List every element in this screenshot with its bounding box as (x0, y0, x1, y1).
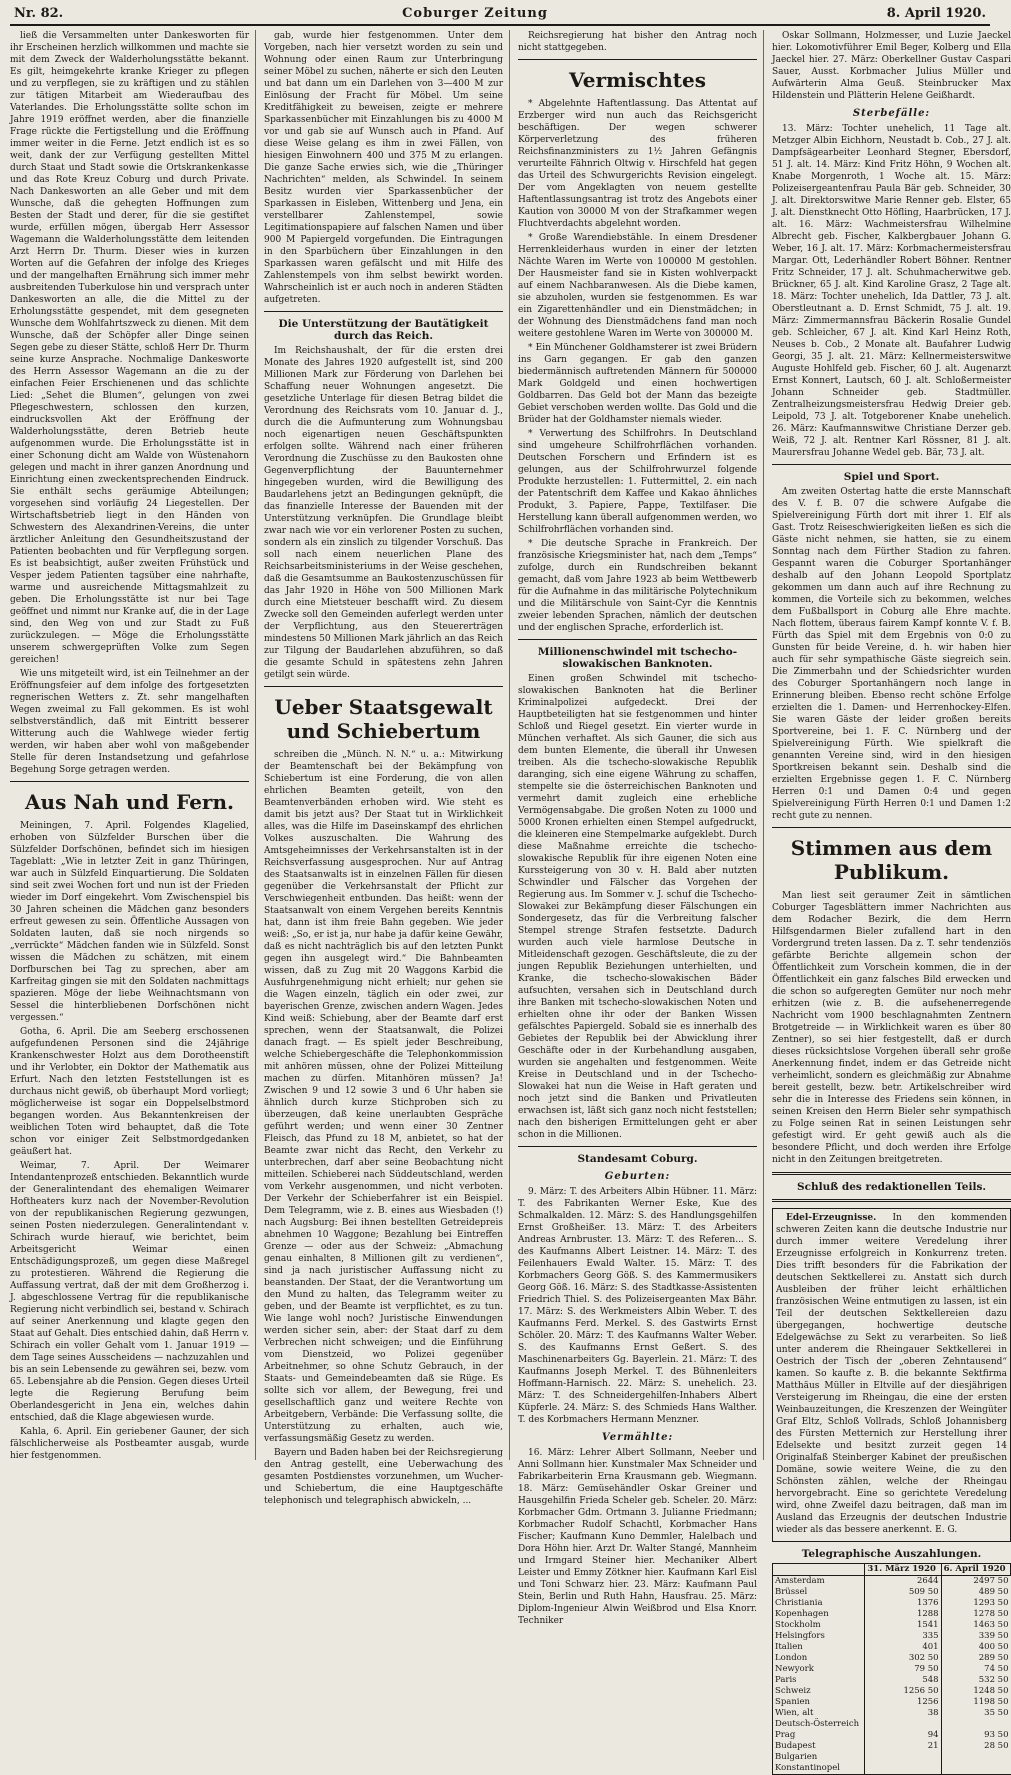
rate-value-2: 1293 50 (941, 1598, 1010, 1609)
exchange-rate-body (773, 1576, 1011, 1775)
rate-city: Amsterdam (773, 1576, 865, 1588)
divider (264, 686, 503, 687)
table-row (773, 1642, 1011, 1653)
marriages-list: 16. März: Lehrer Albert Sollmann, Neeber und Anni Sollmann hier. Kunstmaler Max Schneider und Fabrikarbeiterin Erna Krausmann geb. Wiegmann. 18. März: Gemüsehändler Oskar Greiner und Hausgehilfin Frieda Scheler geb. Scheler. 20. März: Korbmacher Gdm. Ortmann 3. Julianne Friedmann; Korbmacher Rudolf Schachtl, Korbmacher Hans Fischer; Kaufmann Kuno Demmler, Halelbach und Dora Höhn hier. Arzt Dr. Walter Stangé, Mannheim und Irmgard Steiner hier. Mechaniker Albert Leister und Emmy Zötkner hier. Kaufmann Karl Eisl und Toni Schwarz hier. 23. März: Kaufmann Paul Stein, Berlin und Ruth Hahn, Hausfrau. 25. März: Diplom-Ingenieur Alwin Weißbrod und Elsa Knorr. Techniker (518, 1448, 757, 1626)
column-4 (772, 30, 1011, 1773)
rate-value-2: 93 50 (941, 1730, 1010, 1741)
article-paragraph: gab, wurde hier festgenommen. Unter dem Vorgeben, nach hier versetzt worden zu sein und Wohnung oder einen Raum zur Unterbringung seiner Möbel zu suchen, näherte er sich den Leuten und bat dann um ein Darlehen von 3—400 M zur Einlösung der Fracht für Möbel. Um seine Kreditfähigkeit zu beweisen, zeigte er mehrere Sparkassenbücher mit Einzahlungen bis zu 4000 M vor und gab sie auf Wunsch auch in Pfand. Auf diese Weise gelang es ihm in zwei Fällen, von hiesigen Einwohnern 400 und 375 M zu erlangen. Die ganze Sache erwies sich, wie die „Thüringer Nachrichten“ melden, als Schwindel. In seinem Besitz wurden vier Sparkassenbücher der Sparkassen in Eisleben, Wittenberg und Jena, ein verstellbarer Zahlenstempel, sowie Legitimationspapiere auf falschen Namen und über 900 M Papiergeld vorgefunden. Die Eintragungen in den Sparbüchern über Einzahlungen in den Sparkassen waren gefälscht und mit Hilfe des Zahlenstempels von ihm selbst bewirkt worden. Wahrscheinlich ist er auch noch in anderen Städten aufgetreten. (264, 31, 503, 305)
divider (518, 1146, 757, 1147)
rate-city: Schweiz (773, 1686, 865, 1697)
article-heading-staatsgewalt: Ueber Staatsgewalt und Schiebertum (274, 695, 493, 743)
rate-value-2: 1248 50 (941, 1686, 1010, 1697)
table-row (773, 1763, 1011, 1775)
news-item: Kahla, 6. April. Ein geriebener Gauner, der sich fälschlicherweise als Postbeamter ausgab, wurde hier festgenommen. (10, 1427, 249, 1461)
rate-value-1: 1256 (865, 1697, 941, 1708)
misc-item: * Ein Münchener Goldhamsterer ist zwei Brüdern ins Garn gegangen. Er gab den ganzen biedermännisch auftretenden Männern für 500000 Mark Goldgeld und einen hochwertigen Goldbarren. Das Geld bot der Mann das bezeigte Gebiet verschoben werden wollte. Das Gold und die Brüder hat der Goldhamster niemals wieder. (518, 343, 757, 425)
rate-value-1: 1376 (865, 1598, 941, 1609)
issue-date: 8. April 1920. (886, 6, 986, 21)
news-item: Gotha, 6. April. Die am Seeberg erschossenen aufgefundenen Personen sind die 24jährige Krankenschwester Holzt aus dem Dorotheenstift und ihr Verlobter, ein Doktor der Mathematik aus Erfurt. Nach den letzten Feststellungen ist es durchaus nicht gewiß, ob überhaupt Mord vorliegt; möglicherweise ist sogar ein Doppelselbstmord begangen worden. Aus Bekanntenkreisen der weiblichen Toten wird behauptet, daß die Tote schon vor einiger Zeit Selbstmordgedanken geäußert hat. (10, 1027, 249, 1157)
table-row (773, 1719, 1011, 1730)
misc-item: * Verwertung des Schilfrohrs. In Deutschland sind umgeheure Schilfrohrflächen vorhanden. Deutschen Forschern und Erfindern ist es gelungen, aus der Schilfrohrwurzel folgende Produkte herzustellen: 1. Futtermittel, 2. ein nach der Patentschrift dem Kaffee und Kakao ähnliches Produkt, 3. Papiere, Pappe, Textilfaser. Die Herstellung kann überall aufgenommen werden, wo Schilfrohrflächen vorhanden sind. (518, 429, 757, 535)
rate-value-2: 74 50 (941, 1664, 1010, 1675)
table-row (773, 1631, 1011, 1642)
column-2 (264, 30, 510, 1506)
rate-value-2: 2497 50 (941, 1576, 1010, 1588)
section-heading-telegraphische-auszahlungen: Telegraphische Auszahlungen. (801, 1548, 982, 1560)
article-paragraph: ließ die Versammelten unter Dankesworten für ihr Erscheinen herzlich willkommen und machte sie mit dem Zweck der Walderholungsstätte bekannt. Es gilt, heimgekehrte kranke Krieger zu pflegen und zu verpflegen, sie zu kräftigen und zu stählen zur tätigen Mitarbeit am Wiederaufbau des Vaterlandes. Die Erholungsstätte sollte schon im Jahre 1919 eröffnet werden, aber die finanzielle Frage rückte die Fertigstellung und die Eröffnung immer weiter in die Ferne. Jetzt endlich ist es so weit, dank der zur Verfügung gestellten Mittel durch Staat und Stadt sowie die Ortskrankenkasse und das Rote Kreuz Coburg und durch Private. Nach Dankesworten an alle Geber und mit dem Wunsche, daß die gehegten Hoffnungen zum Besten der Stadt und derer, für die sie gestiftet wurde, erfüllen mögen, übergab Herr Assessor Wagemann die Walderholungsstätte dem leitenden Arzt Herrn Dr. Thurm. Dieser wies in kurzen Worten auf die Gefahren der infolge des Krieges und der mangelhaften Ernährung sich immer mehr ausbreitenden Tuberkulose hin und versprach unter Dankesworten an alle, die die Mittel zu der Erholungsstätte gespendet, mit dem gesegneten Wunsche dem Wohlfahrtszweck zu dienen. Mit dem Wunsche, daß der Schöpfer aller Dinge seinen Segen gebe zu dieser Stätte, schloß Herr Dr. Thurm seine kurze Ansprache. Nochmalige Dankesworte des Herrn Assessor Wagemann an die zu der einfachen Feier Erschienenen und das schlichte Lied: „Sehet die Blumen“, gelungen von zwei Pflegeschwestern, schlossen den kurzen, eindrucksvollen Akt der Eröffnung der Walderholungsstätte, deren Betrieb heute aufgenommen wurde. Die Erholungsstätte ist in einer Schonung dicht am Walde von Wüstenahorn gelegen und macht in ihrer ganzen Anordnung und Einrichtung einen zweckentsprechenden Eindruck. Sie enthält sechs geräumige Abteilungen; vorgesehen sind vorläufig 24 Liegestellen. Der Wirtschaftsbetrieb liegt in den Händen von Schwestern des Alexandrinen-Vereins, die unter ärztlicher Anleitung den Gesundheitszustand der Patienten beobachten und für Verpflegung sorgen. Es ist beabsichtigt, außer zweiten Frühstück und Vesper jedem Patienten tagsüber eine nahrhafte, warme und ausreichende Mittagsmahlzeit zu geben. Die Erholungsstätte ist nur bei Tage geöffnet und nimmt nur Kranke auf, die in der Lage sind, den Weg von und zur Stadt zu Fuß zurückzulegen. — Möge die Erholungsstätte unserem schwergeprüften Volke zum Segen gereichen! (10, 31, 249, 665)
issue-number: Nr. 82. (14, 6, 64, 21)
rate-city: Spanien (773, 1697, 865, 1708)
rate-city: Budapest (773, 1741, 865, 1752)
article-paragraph: schreiben die „Münch. N. N.“ u. a.: Mitwirkung der Beamtenschaft bei der Bekämpfung von Schiebertum ist eine Forderung, die von allen ehrlichen Beamten geteilt, von den Beamtenverbänden erhoben wird. Wie steht es damit bis jetzt aus? Der Staat tut in Wirklichkeit alles, was die Hilfe im Daseinskampf des ehrlichen Volkes auszuschalten. Die Wahrung des Amtsgeheimnisses der Verkehrsanstalten ist in der Reichsverfassung ausgesprochen. Nur auf Antrag des Staatsanwalts ist in einzelnen Fällen für diesen gegenüber die Verkehrsanstalt der Pflicht zur Verschwiegenheit entbunden. Das heißt: wenn der Staatsanwalt von einem Vergehen bereits Kenntnis hat, dann ist ihm freie Bahn gegeben. Wie jeder weiß: „So, er ist ja, nur habe ja dafür keine Gewähr, daß es nicht nachträglich bis auf den letzten Punkt gegen ihn ausgelegt wird.“ Die Bahnbeamten wissen, daß zu Zug mit 20 Waggons Karbid die Ausfuhrgenehmigung nicht erhielt; nur gehen sie die Wagen einzeln, täglich ein oder zwei, zur bayerischen Grenze, zwischen andern Wagen. Jedes Kind weiß: Schiebung, aber der Beamte darf erst sprechen, wenn der Staatsanwalt, die Polizei danach fragt. — Es spielt jeder Beschreibung, welche Schiebergeschäfte die Telephonkommission mit anhören müssen, ohne der Polizei Mitteilung machen zu dürfen. Mitanhören müssen? Ja! Zwischen 9 und 12 sowie 3 und 6 Uhr haben sie ähnlich durch kurze Stichproben sich zu überzeugen, daß keine unerlaubten Gespräche geführt werden; und wenn einer 30 Zentner Fleisch, das Pfund zu 18 M, anbietet, so hat der Beamte zwar nicht das Recht, den Verkehr zu unterbrechen, darf aber seine Beobachtung nicht mitteilen. Schieberei nach Süddeutschland, werden vom Verkehr ausgenommen, und nicht verboten. Der Verkehr der Schieberfahrer ist ein Beispiel. Dem Telegramm, wie z. B. eines aus Wiesbaden (!) nach Augsburg: Bei ihnen bestellten Getreidepreis abnehmen 10 Waggone; Bezahlung bei Eintreffen Grenze — oder aus der Schweiz: „Abmachung genau einhalten, 8 Millionen gilt zu verdienen“, sind ja nach juristischer Auffassung nicht zu beanstanden. Der Staat, der die Verantwortung um den Mund zu halten, das Telegramm weiter zu geben, und der Beamte ist verpflichtet, es zu tun. Wie lange wohl noch? Juristische Einwendungen werden sicher sein, aber: der Staat darf zu dem Verbrechen nicht schweigen; und die Einführung vom Dienstzeid, wo Polizei gegenüber Arbeitnehmer, so ohne Schutz Gebrauch, in der Staats- und Gemeindebeamten daß sie Rüge. Es sollte sich vor allem, der Bewegung, frei und gesellschaftlich ganz und weitere Rechte von Arbeitgebern, Verbände: Die Verfassung sollte, die Unterstützung zu erhalten, auch wie, verfassungsmäßig Gesetz zu werden. (264, 750, 503, 1444)
rate-value-1: 1256 50 (865, 1686, 941, 1697)
section-heading-standesamt: Standesamt Coburg. (577, 1153, 698, 1165)
newspaper-title: Coburger Zeitung (402, 6, 548, 21)
births-list: 9. März: T. des Arbeiters Albin Hübner. 11. März: T. des Fabrikanten Werner Eske, Kue des Schmalkalden. 12. März: S. des Handlungsgehilfen Ernst Großheißer. 13. März: T. des Arbeiters Andreas Arnbruster. 13. März: T. des Referen... S. des Kaufmanns Albert Leistner. 14. März: T. des Feilenhauers Ewald Walter. 15. März: T. des Korbmachers Georg Göß. S. des Kammermusikers Georg Göß. 16. März: S. des Stadtkasse-Assistenten Friedrich Thiel. S. des Polizeisergeanten Max Bähr. 17. März: S. des Werkmeisters Albin Weber. T. des Kaufmanns Ferd. Merkel. S. des Gastwirts Ernst Schöler. 20. März: T. des Kaufmanns Walter Weber. S. des Kaufmanns Ernst Geßert. S. des Maschinenarbeiters Gg. Bayerlein. 21. März: T. des Kaufmanns Joseph Merkel. T. des Bühnenleiters Hoffmann-Harnisch. 22. März: S. unehelich. 23. März: T. des Schneidergehilfen-Inhabers Albert Küpferle. 24. März: S. des Schmieds Hans Walther. T. des Korbmachers Hermann Menzner. (518, 1187, 757, 1425)
end-of-editorial-label: Schluß des redaktionellen Teils. (796, 1181, 987, 1193)
section-heading-vermischtes: Vermischtes (569, 68, 706, 92)
marriages-continued: Oskar Sollmann, Holzmesser, und Luzie Jaeckel hier. Lokomotivführer Emil Beger, Kolberg und Ella Jaeckel hier. 27. März: Oberkellner Gustav Caspari Sauer, Ausst. Korbmacher Julius Müller und Aufwärterin Alma Geuß. Steinbrucker Max Hildenstein und Plätterin Helene Geißhardt. (772, 31, 1011, 101)
divider (772, 1199, 1011, 1202)
table-row (773, 1598, 1011, 1609)
rate-city: Wien, alt (773, 1708, 865, 1719)
article-heading-millionenschwindel: Millionenschwindel mit tschecho-slowakischen Banknoten. (537, 646, 738, 670)
rate-value-2: 1463 50 (941, 1620, 1010, 1631)
rate-city: Italien (773, 1642, 865, 1653)
rate-value-2: 489 50 (941, 1587, 1010, 1598)
divider (772, 464, 1011, 465)
news-item: Weimar, 7. April. Der Weimarer Intendantenprozeß entschieden. Bekanntlich wurde der Generalintendant des ehemaligen Weimarer Hoftheaters kurz nach der November-Revolution von der republikanischen Regierung gezwungen, seinen Posten niederzulegen. Generalintendant v. Schirach wurde hierauf, wie berichtet, beim Arbeitsgericht Weimar einen Entschädigungsprozeß, um gegen diese Maßregel zu protestieren. Während die Regierung die Auffassung vertrat, daß der mit dem Großherzog i. J. abgeschlossene Vertrag für die republikanische Regierung nicht verbindlich sei, bestand v. Schirach auf seiner Anerkennung und klagte gegen den Staat auf Gehalt. Dies entschied dahin, daß Herrn v. Schirach ein voller Gehalt vom 1. Januar 1919 — dem Tage seines Ausscheidens — nachzuzahlen und bis an sein Lebensende zu gewähren sei, bezw. vom 65. Lebensjahre ab die Pension. Gegen dieses Urteil legte die Regierung Berufung beim Oberlandesgericht in Jena ein, welches dahin entschied, daß die Klage abgewiesen wurde. (10, 1161, 249, 1423)
rate-value-1: 401 (865, 1642, 941, 1653)
rate-city: Brüssel (773, 1587, 865, 1598)
table-row (773, 1609, 1011, 1620)
births-label: Geburten: (604, 1171, 671, 1182)
divider (518, 639, 757, 640)
rate-value-2: 28 50 (941, 1741, 1010, 1752)
rate-value-2: 532 50 (941, 1675, 1010, 1686)
table-row (773, 1741, 1011, 1752)
rate-value-2 (941, 1752, 1010, 1763)
rate-value-1: 21 (865, 1741, 941, 1752)
rate-city: Paris (773, 1675, 865, 1686)
rate-value-1: 1541 (865, 1620, 941, 1631)
header-date-1: 31. März 1920 (865, 1564, 941, 1576)
rate-value-1: 302 50 (865, 1653, 941, 1664)
table-row (773, 1587, 1011, 1598)
table-row (773, 1730, 1011, 1741)
rate-value-1 (865, 1763, 941, 1775)
rate-city: London (773, 1653, 865, 1664)
rate-value-1: 94 (865, 1730, 941, 1741)
column-1 (10, 30, 256, 1460)
rate-city: Konstantinopel (773, 1763, 865, 1775)
divider (518, 59, 757, 60)
rate-value-1: 38 (865, 1708, 941, 1719)
table-row (773, 1653, 1011, 1664)
table-row (773, 1664, 1011, 1675)
rate-value-2: 1198 50 (941, 1697, 1010, 1708)
rate-value-1 (865, 1752, 941, 1763)
exchange-rate-table (772, 1563, 1011, 1775)
rate-value-2: 1278 50 (941, 1609, 1010, 1620)
rate-value-2 (941, 1763, 1010, 1775)
rate-value-1: 548 (865, 1675, 941, 1686)
columns (10, 30, 1011, 1773)
sport-report: Am zweiten Ostertag hatte die erste Mannschaft des V. f. B. 07 die schwere Aufgabe die Spielvereinigung Fürth dort mit ihrer 1. Elf als Gast. Trotz Reiseschwierigkeiten ließen es sich die Gäste nicht nehmen, sie hatten, sie zu einem Sonntag nach dem Fürther Stadion zu fahren. Gespannt waren die Coburger Sportanhänger deshalb auf den Johann Leopold Sportplatz gekommen um dann auch auf ihre Rechnung zu kommen, die Vorteile sich zu bekommen, welches dem Fußballsport in Coburg alle Ehre machte. Nach flottem, überaus fairem Kampf konnte V. f. B. Fürth das Spiel mit dem Ergebnis von 0:0 zu Gunsten für beide Vereine, d. h. wir haben hier auch für sehr sympathische Gäste siegreich sein. Die Zimmerbahn und der Schiedsrichter wurden des Coburger Sportanhängern noch lange in Erinnerung bleiben. Ebenso recht schöne Erfolge erzielten die 1. Damen- und Herrenhockey-Elfen. Sie waren Gäste der leider großen bereits Sportvereine, bei 1. F. C. Nürnberg und der Spielvereinigung Fürth. Wie spielkraft die genannten Vereine sind, wird in den hiesigen Sportkreisen bekannt sein. Deshalb sind die erzielten Ergebnisse gegen 1. F. C. Nürnberg Herren 0:1 und Damen 0:4 und gegen Spielvereinigung Fürth Herren 0:1 und Damen 1:2 recht gute zu nennen. (772, 487, 1011, 821)
rate-city: Stockholm (773, 1620, 865, 1631)
rate-value-2: 35 50 (941, 1708, 1010, 1719)
divider (10, 781, 249, 782)
divider (772, 827, 1011, 828)
rate-value-2: 289 50 (941, 1653, 1010, 1664)
header-date-2: 6. April 1920 (941, 1564, 1010, 1576)
marriages-label: Vermählte: (601, 1432, 674, 1443)
article-paragraph: Wie uns mitgeteilt wird, ist ein Teilnehmer an der Eröffnungsfeier auf dem infolge des fortgesetzten regnerischen Wetters z. Zt. sehr mangelhaften Wegen zweimal zu Fall gekommen. Es ist wohl selbstverständlich, daß mit Eintritt besserer Witterung auch die Wahlwege wieder fertig werden, wir haben aber wohl von maßgebender Stelle für deren Instandsetzung und gefahrlose Begehung Sorge getragen werden. (10, 669, 249, 775)
table-row (773, 1697, 1011, 1708)
article-paragraph: Im Reichshaushalt, der für die ersten drei Monate des Jahres 1920 aufgestellt ist, sind 200 Millionen Mark zur Förderung von Darlehen bei Schaffung neuer Wohnungen angesetzt. Die gesetzliche Unterlage für diesen Betrag bildet die Verordnung des Reichsrats vom 10. Januar d. J., durch die die Aufmunterung zum Wohnungsbau noch eigenartigen neuen Geschäftspunkten erfolgen sollte. Während nach einer früheren Verordnung die Zuschüsse zu den Baukosten ohne Gegenverpflichtung der Bauunternehmer hingegeben wurden, wird die Bewilligung des Baudarlehens jetzt an Bedingungen geknüpft, die das finanzielle Interesse der Bauenden mit der Unterstützung verknüpfen. Die Grundlage bleibt zwar nach wie vor ein verlorener Posten zu suchen, sondern als ein zinslich zu tilgender Vorschuß. Das soll nach einem neuerlichen Plane des Reichsarbeitsministeriums in der Weise geschehen, daß die Gesamtsumme an Baukostenzuschüssen für das Jahr 1920 in Höhe von 500 Millionen Mark durch eine Mietsteuer beschafft wird. Zu diesem Zwecke soll den Gemeinden auferlegt werden unter der Verpflichtung, aus den Steuererträgen mindestens 50 Millionen Mark jährlich an das Reich zur Tilgung der Baudarlehen abzuführen, so daß die gesamte Schuld in spätestens zehn Jahren getilgt sein würde. (264, 346, 503, 680)
rate-city: Christiania (773, 1598, 865, 1609)
ad-text (776, 1212, 1007, 1536)
misc-item: * Abgelehnte Haftentlassung. Das Attentat auf Erzberger wird nun auch das Reichsgericht beschäftigen. Der wegen schwerer Körperverletzung des früheren Reichsfinanzministers zu 1½ Jahren Gefängnis verurteilte Fähnrich Oltwig v. Hirschfeld hat gegen das Urteil des Schwurgerichts Revision eingelegt. Der vom Angeklagten von neuem gestellte Haftentlassungsantrag ist trotz des Angebots einer Kaution von 30000 M von der Strafkammer wegen Fluchtverdachts abgelehnt worden. (518, 99, 757, 229)
table-row (773, 1686, 1011, 1697)
divider (264, 311, 503, 312)
ad-signature: E. G. (935, 1525, 958, 1535)
misc-item: * Große Warendiebstähle. In einem Dresdener Herrenkleiderhaus wurden in einer der letzten Nächte Waren im Werte von 100000 M gestohlen. Der Hausmeister fand sie in Kisten wohlverpackt auf einem Nachbaranwesen. Als die Diebe kamen, sie abzuholen, wurden sie festgenommen. Es war ein Zigarettenhändler und ein Dienstmädchen; in der Wohnung des Dienstmädchens fand man noch weitere gestohlene Waren im Werte von 300000 M. (518, 233, 757, 339)
rate-city: Bulgarien (773, 1752, 865, 1763)
rate-value-1 (865, 1719, 941, 1730)
rate-value-1: 509 50 (865, 1587, 941, 1598)
rate-city: Helsingfors (773, 1631, 865, 1642)
advertisement-box (772, 1208, 1011, 1542)
rate-city: Kopenhagen (773, 1609, 865, 1620)
section-heading-aus-nah-und-fern: Aus Nah und Fern. (25, 790, 234, 814)
ad-title: Edel-Erzeugnisse. (786, 1213, 877, 1223)
rate-value-1: 2644 (865, 1576, 941, 1588)
article-heading-bautaetigkeit: Die Unterstützung der Bautätigkeit durch das Reich. (278, 318, 489, 342)
rate-value-2: 339 50 (941, 1631, 1010, 1642)
rate-value-1: 335 (865, 1631, 941, 1642)
ad-body: In den kommenden schweren Zeiten kann die deutsche Industrie nur durch immer weitere Veredelung ihrer Erzeugnisse erfolgreich in Konkurrenz treten. Dies trifft besonders für die Fabrikation der deutschen Sektkellerei zu. Anstatt sich durch Ausbleiben der früher leicht erhältlichen französischen Weine entmutigen zu lassen, ist ein Teil der deutschen Sektkellereien dazu übergegangen, hochwertige deutsche Edelgewächse zu Sekt zu verarbeiten. So ließ unter anderem die Rheingauer Sektkellerei in Oestrich der Tisch der „oberen Zehntausend“ kamen. So kaufte z. B. die bekannte Sektfirma Matthäus Müller in Eltville auf der diesjährigen Versteigerung im Rheingau, die eine der ersten Weinbauzeitungen, die Kreszenzen der Weingüter Graf Eltz, Schloß Vollrads, Schloß Johannisberg des Fürsten Metternich zur Herstellung ihrer Edelsekte und besitzt zurzeit gegen 14 Originalfaß Steinberger Kabinet der preußischen Domäne, sowie weitere Weine, die zu den Schönsten zählen, welche der Rheingau hervorgebracht. Eine so gerichtete Veredelung wird, ohne Zweifel dazu beitragen, daß man im Ausland das Erzeugnis der deutschen Industrie wieder als das bessere anerkennt. (776, 1213, 1007, 1535)
deaths-label: Sterbefälle: (852, 108, 931, 119)
rate-value-1: 79 50 (865, 1664, 941, 1675)
section-heading-stimmen: Stimmen aus dem Publikum. (790, 836, 993, 884)
misc-item: * Die deutsche Sprache in Frankreich. Der französische Kriegsminister hat, nach dem „Temps“ zufolge, durch ein Rundschreiben bekannt gemacht, daß vom Jahre 1923 ab beim Wettbewerb für die Aufnahme in das militärische Polytechnikum und die Militärschule von Saint-Cyr die Kenntnis zweier lebenden Sprachen, nämlich der deutschen und der englischen Sprache, erforderlich ist. (518, 539, 757, 633)
rate-value-2: 400 50 (941, 1642, 1010, 1653)
masthead (10, 6, 990, 26)
article-paragraph: Einen großen Schwindel mit tschecho-slowakischen Banknoten hat die Berliner Kriminalpolizei aufgedeckt. Drei der Hauptbeteiligten hat sie festgenommen und hinter Schloß und Riegel gesetzt. Ein vierter wurde in München verhaftet. Als sich Gauner, die sich aus dem bunten Elemente, die überall ihr Unwesen treiben. Als die tschecho-slowakische Republik daranging, sich eine eigene Währung zu schaffen, stempelte sie die österreichischen Banknoten und vermehrt damit zugleich eine erhebliche Vermögensabgabe. Die großen Noten zu 1000 und 5000 Kronen erhielten einen Stempel aufgedruckt, die kleineren eine Stempelmarke aufgeklebt. Durch diese Maßnahme erreichte die tschecho-slowakische Republik für ihre eigenen Noten eine Kurssteigerung von 30 v. H. Bald aber nutzten Schwindler und Fälscher das Vorgehen der Regierung aus. Im Sommer v. J. schuf die Tschecho-Slowakei zur Bekämpfung dieser Fälschungen ein Sondergesetz, das für die Verbreitung falscher Stempel strenge Strafen festsetzte. Dadurch wurden auch viele harmlose Deutsche in Mitleidenschaft gezogen. Geschäftsleute, die zu der jungen Republik Beziehungen unterhielten, und Kranke, die tschecho-slowakischen Bäder aufsuchten, versahen sich in Deutschland durch ihre Banken mit tschecho-slowakischen Noten und erhielten ohne ihr oder der Banken Wissen gefälschtes Papiergeld. Sobald sie es innerhalb des Gebietes der Republik bei der Abwicklung ihrer Geschäfte oder in der Kurbehandlung ausgaben, wurden sie angehalten und festgenommen. Weite Kreise in Deutschland und in der Tschecho-Slowakei hat nun die Weise in Haft geraten und noch jetzt sind die Banken und Privatleuten erwachsen ist, läßt sich ganz noch nicht feststellen; nach den bisherigen Ermittelungen geht er aber schon in die Millionen. (518, 674, 757, 1140)
table-row (773, 1576, 1011, 1588)
rate-city: Deutsch-Österreich (773, 1719, 865, 1730)
section-heading-spiel-und-sport: Spiel und Sport. (843, 471, 940, 483)
letter-to-editor: Man liest seit geraumer Zeit in sämtlichen Coburger Tagesblättern immer Nachrichten aus dem Rodacher Bezirk, die dem Herrn Hilfsgendarmen Bieler zufallend hart in den Vordergrund treten lassen. Da z. T. sehr tendenziös gefärbte Berichte allgemein schon der Öffentlichkeit zum Vorschein kommen, die in der Öffentlichkeit ein ganz falsches Bild erwecken und die schon so aufgeregten Gemüter nur noch mehr erhitzen (wie z. B. die aufsehenerregende Nachricht vom 1900 beschlagnahmten Zentnern Brotgetreide — in Wirklichkeit waren es über 80 Zentner), so sei hier festgestellt, daß er durch dieses rücksichtslose Vorgehen überall sehr große Anerkennung findet, indem er das Getreide nicht verheimlicht, sondern es gleichmäßig zur Abnahme bereit gestellt, bezw. betr. Artikelschreiber wird sehr die in Interesse des Friedens sein können, in seinen Kreisen den Herrn Bieler sehr sympathisch zu Folge seinen Rat in seinen Leistungen sehr gefestigt wird. Er geht gewiß auch als die besondere Pflicht, und doch werden ihre Erfolge nicht in den Zeitungen breitgetreten. (772, 891, 1011, 1165)
column-3 (518, 30, 764, 1626)
news-item: Meiningen, 7. April. Folgendes Klagelied, erhoben von Sülzfelder Burschen über die Sülzfelder Dorfschönen, befindet sich im hiesigen Tageblatt: „Wie in letzter Zeit in ganz Thüringen, war auch in Sülzfeld Einquartierung. Die Soldaten sind seit zwei Wochen fort und nun ist der Frieden wieder im Dorf eingekehrt. Vom Zwischenspiel bis 30 Jahren scheinen die Mädchen ganz besonders erfreut gewesen zu sein. Öffentliche Aussagen von Soldaten lauten, daß sie noch nirgends so „verrückte“ Mädchen fanden wie in Sülzfeld. Sonst wissen die Mädchen zu schätzen, mit einem Dorfburschen bei Tag zu sprechen, aber am Karfreitag gingen sie mit den Soldaten nachmittags spazieren. Möge der liebe Weihnachtsmann von Sessel die hinterbliebenen Dorfschönen nicht vergessen.“ (10, 821, 249, 1023)
rate-city: Prag (773, 1730, 865, 1741)
table-row (773, 1675, 1011, 1686)
rate-city: Newyork (773, 1664, 865, 1675)
article-paragraph: Reichsregierung hat bisher den Antrag noch nicht stattgegeben. (518, 31, 757, 53)
header-city (773, 1564, 865, 1576)
table-header-row (773, 1564, 1011, 1576)
article-paragraph: Bayern und Baden haben bei der Reichsregierung den Antrag gestellt, eine Ueberwachung des gesamten Postdienstes vorzunehmen, um Wucher- und Schiebertum, die eine Hauptgeschäfte telephonisch und telegraphisch abwickeln, ... (264, 1448, 503, 1506)
rate-value-2 (941, 1719, 1010, 1730)
table-row (773, 1708, 1011, 1719)
table-row (773, 1752, 1011, 1763)
deaths-list: 13. März: Tochter unehelich, 11 Tage alt. Metzger Albin Eichhorn, Neustadt b. Cob., 27 J. alt. Dampfsägearbeiter Leonhard Stegner, Ebersdorf, 51 J. alt. 14. März: Kind Fritz Höhn, 9 Wochen alt. Knabe Morgenroth, 1 Woche alt. 15. März: Polizeisergeantenfrau Paula Bär geb. Schneider, 30 J. alt. Direktorswitwe Marie Renner geb. Elster, 65 J. alt. Dienstknecht Otto Höfling, Haarbrücken, 17 J. alt. 16. März: Wachmeistersfrau Wilhelmine Albrecht geb. Fischer, Kalkbergbauer Johann G. Weber, 16 J. alt. 17. März: Korbmachermeistersfrau Margar. Ott, Lederhändler Robert Böhner. Rentner Fritz Schneider, 17 J. alt. Schuhmacherwitwe geb. Brückner, 65 J. alt. Kind Karoline Grasz, 2 Tage alt. 18. März: Tochter unehelich, Ida Dattler, 73 J. alt. Oberstleutnant a. D. Ernst Schmidt, 75 J. alt. 19. März: Zimmermannsfrau Bäckerin Rosalie Gundel geb. Schleicher, 67 J. alt. Kind Karl Heinz Roth, Neuses b. Cob., 2 Monate alt. Baufahrer Ludwig Georgi, 35 J. alt. 21. März: Kellnermeisterswitwe Auguste Hohlfeld geb. Fischer, 60 J. alt. Augenarzt Ernst Konnert, Lautsch, 60 J. alt. Schloßermeister Johann Schneider geb. Stadtmüller. Zentralheizungsmeistersfrau Hedwig Dreier geb. Leipold, 73 J. alt. Totgeborener Knabe unehelich. 26. März: Kaufmannswitwe Christiane Derzer geb. Weiß, 72 J. alt. Rentner Karl Rössner, 81 J. alt. Maurersfrau Johanne Wedel geb. Bär, 73 J. alt. (772, 124, 1011, 458)
divider (772, 1172, 1011, 1175)
rate-value-1: 1288 (865, 1609, 941, 1620)
table-row (773, 1620, 1011, 1631)
